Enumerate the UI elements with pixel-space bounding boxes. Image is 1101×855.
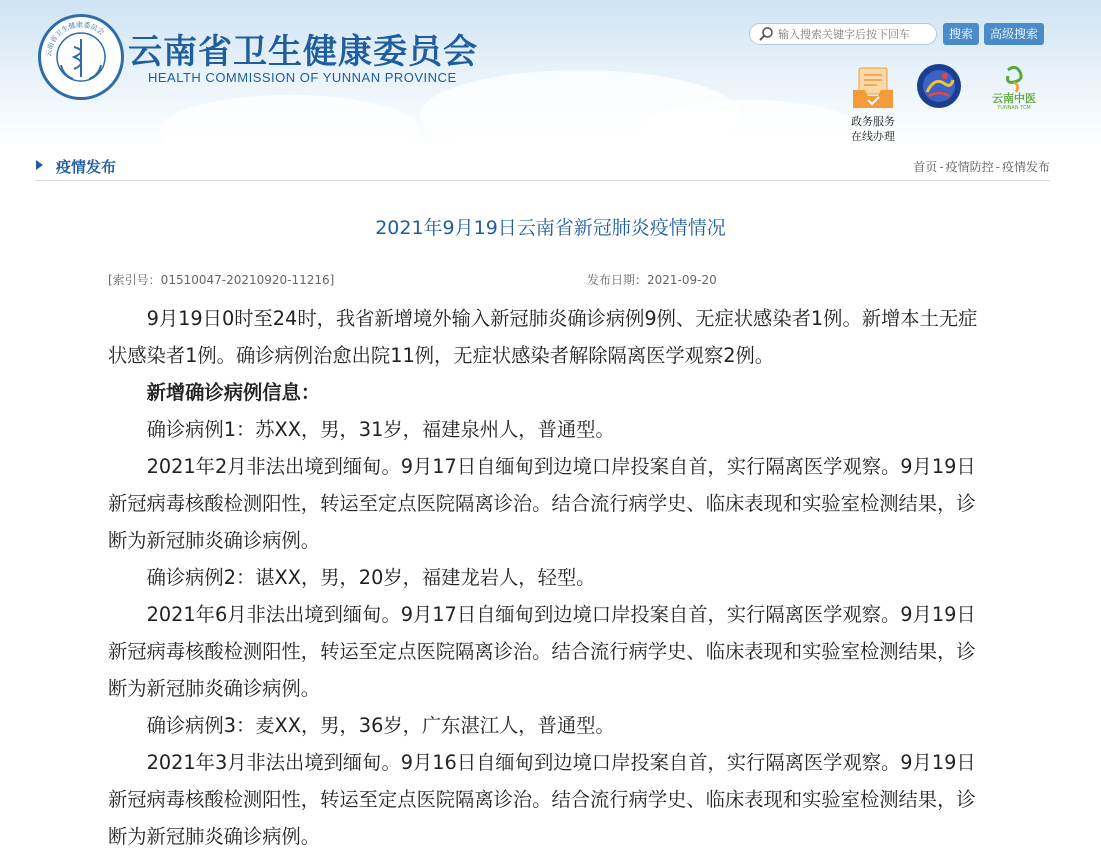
service-link-label: 在线办理 xyxy=(851,130,895,143)
service-link-label: 政务服务 xyxy=(851,115,895,128)
breadcrumb xyxy=(913,158,1050,175)
yunnan-tcm-link[interactable] xyxy=(984,62,1044,110)
logo-ring-text: 云南省卫生健康委员会 xyxy=(44,20,106,58)
yunnan-emblem-icon xyxy=(915,62,963,110)
site-header xyxy=(0,0,1101,148)
section-title[interactable]: 疫情发布 xyxy=(56,158,117,176)
article-index-number: [索引号：01510047-20210920-11216] xyxy=(108,273,335,287)
article-paragraph: 2021年6月非法出境到缅甸。9月17日自缅甸到边境口岸投案自首，实行隔离医学观察。9月19日新冠病毒核酸检测阳性，转运至定点医院隔离诊治。结合流行病学史、临床表现和实验室检测结果，诊断为新冠肺炎确诊病例。 xyxy=(108,603,976,700)
article-paragraph: 2021年3月非法出境到缅甸。9月16日自缅甸到边境口岸投案自首，实行隔离医学观察。9月19日新冠病毒核酸检测阳性，转运至定点医院隔离诊治。结合流行病学史、临床表现和实验室检测结果，诊断为新冠肺炎确诊病例。 xyxy=(108,751,976,848)
article-paragraph: 9月19日0时至24时，我省新增境外输入新冠肺炎确诊病例9例、无症状感染者1例。新增本土无症状感染者1例。确诊病例治愈出院11例，无症状感染者解除隔离医学观察2例。 xyxy=(108,307,978,367)
search-button[interactable]: 搜索 xyxy=(943,23,979,45)
tcm-logo-sublabel: YUNNAN TCM xyxy=(997,105,1031,110)
article-paragraph: 确诊病例3：麦XX，男，36岁，广东湛江人，普通型。 xyxy=(146,714,615,737)
site-title[interactable]: 云南省卫生健康委员会 xyxy=(128,32,478,72)
search-icon xyxy=(758,26,774,42)
tcm-logo-label: 云南中医 xyxy=(992,92,1036,105)
advanced-search-button[interactable]: 高级搜索 xyxy=(984,23,1044,45)
breadcrumb-separator: - xyxy=(939,160,944,174)
service-online-link[interactable] xyxy=(844,66,902,144)
cloud-decoration xyxy=(160,95,420,148)
tcm-logo-icon xyxy=(984,62,1044,110)
triangle-right-icon xyxy=(36,160,43,170)
commission-logo-icon[interactable] xyxy=(38,14,124,100)
article-content xyxy=(108,300,982,855)
breadcrumb-epidemic-prevention-link[interactable]: 疫情防控 xyxy=(945,160,994,174)
article-subheading: 新增确诊病例信息： xyxy=(146,381,321,404)
article-paragraph: 确诊病例1：苏XX，男，31岁，福建泉州人，普通型。 xyxy=(146,418,615,441)
service-tray-icon xyxy=(849,66,897,110)
article-paragraph: 确诊病例2：谌XX，男，20岁，福建龙岩人，轻型。 xyxy=(146,566,596,589)
article-title: 2021年9月19日云南省新冠肺炎疫情情况 xyxy=(375,217,726,239)
breadcrumb-home-link[interactable]: 首页 xyxy=(913,160,938,174)
site-subtitle: HEALTH COMMISSION OF YUNNAN PROVINCE xyxy=(148,70,457,85)
search-box[interactable] xyxy=(749,23,937,45)
yunnan-portal-link[interactable] xyxy=(914,62,964,110)
article-paragraph: 2021年2月非法出境到缅甸。9月17日自缅甸到边境口岸投案自首，实行隔离医学观察。9月19日新冠病毒核酸检测阳性，转运至定点医院隔离诊治。结合流行病学史、临床表现和实验室检测结果，诊断为新冠肺炎确诊病例。 xyxy=(108,455,976,552)
section-nav-bar xyxy=(36,152,1050,181)
article-publish-date: 发布日期：2021-09-20 xyxy=(587,273,717,287)
breadcrumb-epidemic-release-link[interactable]: 疫情发布 xyxy=(1001,160,1050,174)
search-input[interactable] xyxy=(778,26,932,42)
breadcrumb-separator: - xyxy=(995,160,1000,174)
